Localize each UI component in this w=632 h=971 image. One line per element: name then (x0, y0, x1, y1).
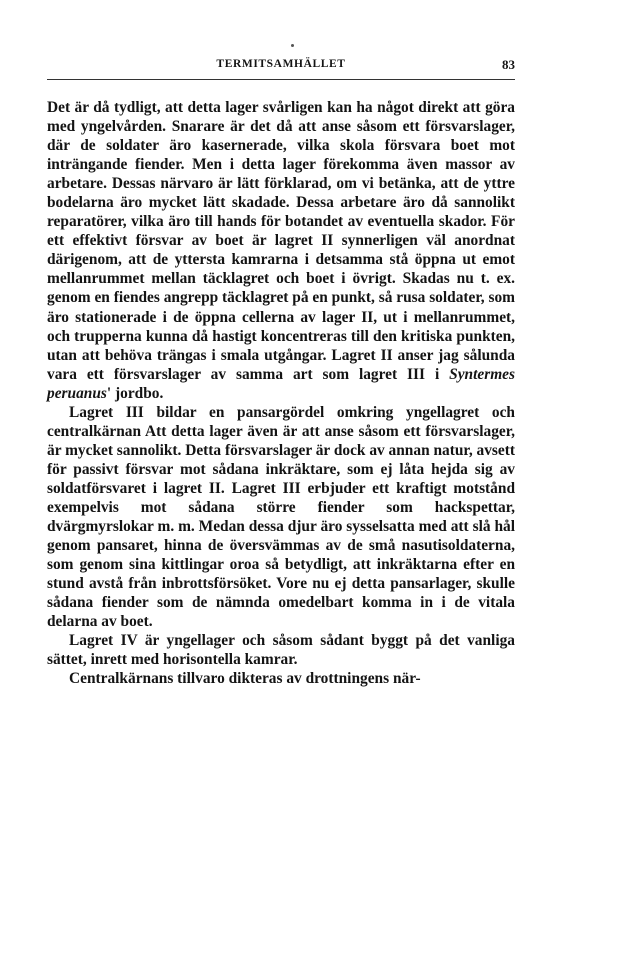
paragraph-2: Lagret III bildar en pansargördel omkring yngellagret och centralkärnan Att detta lager även är att anse såsom ett försvarslager, är mycket sannolikt. Detta försvarslager är dock av annan natur, avsett för passivt försvar mot sådana inkräktare, som ej låta hejda sig av soldatförsvaret i lagret II. Lagret III erbjuder ett kraftigt motstånd exempelvis mot sådana större fiender som hackspettar, dvärgmyrslokar m. m. Medan dessa djur äro sysselsatta med att slå hål genom pansaret, hinna de översvämmas av de små nasutisoldaterna, som genom sina kittlingar oroa så betydligt, att inkräktarna efter en stund avstå från inbrottsförsöket. Vore nu ej detta pansarlager, skulle sådana fiender som de nämnda omedelbart komma in i de vitala delarna av boet. (47, 403, 515, 631)
running-head (47, 58, 515, 76)
species-name: Syntermes peruanus (47, 365, 515, 402)
paragraph-1-tail: ' jordbo. (106, 384, 164, 402)
page-number: 83 (502, 57, 515, 72)
body-text (47, 98, 515, 688)
paragraph-4: Centralkärnans tillvaro dikteras av drottningens när- (69, 670, 421, 688)
paragraph-1-text: Det är då tydligt, att detta lager svårligen kan ha något direkt att göra med yngelvården. Snarare är det då att anse såsom ett försvarslager, där de soldater äro kasernerade, vilka skola försvara boet mot inträngande fiender. Men i detta lager förekomma även massor av arbetare. Dessas närvaro är lätt förklarad, om vi betänka, att de yttre bodelarna äro mycket lätt skadade. Dessa arbetare äro då sannolikt reparatörer, vilka äro till hands för botandet av eventuella skador. För ett effektivt försvar av boet är lagret II synnerligen väl anordnat därigenom, att de yttersta kamrarna i detsamma stå öppna ut emot mellanrummet mellan täcklagret och boet i övrigt. Skadas nu t. ex. genom en fiendes angrepp täcklagret på en punkt, så rusa soldater, som äro stationerade i de öppna cellerna av lager II, ut i mellanrummet, och trupperna kunna då hastigt koncentreras till den kritiska punkten, utan att behöva trängas i smala utgångar. Lagret II anser jag sålunda vara ett försvarslager av samma art som lagret III i (47, 99, 515, 383)
header-rule (47, 79, 515, 80)
print-speck (291, 44, 294, 47)
paragraph-1 (47, 98, 515, 403)
running-title: TERMITSAMHÄLLET (216, 58, 346, 70)
paragraph-3: Lagret IV är yngellager och såsom sådant byggt på det vanliga sättet, inrett med horisontella kamrar. (47, 632, 515, 669)
